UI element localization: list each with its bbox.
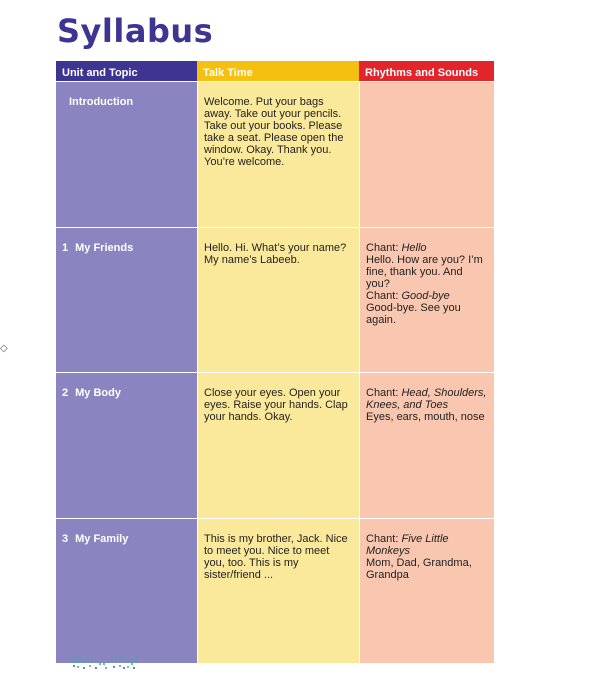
chant-title: Good-bye bbox=[401, 289, 450, 302]
talk-time-cell: Hello. Hi. What’s your name? My name’s Labeeb. bbox=[197, 227, 359, 373]
unit-number: 1 bbox=[62, 241, 69, 254]
header-rhythms-sounds: Rhythms and Sounds bbox=[359, 61, 494, 81]
chant-label: Chant: bbox=[366, 289, 402, 302]
topic-cell bbox=[56, 372, 197, 518]
chant-lyrics: Good-bye. See you again. bbox=[366, 301, 461, 326]
talk-time-cell: Close your eyes. Open your eyes. Raise your hands. Clap your hands. Okay. bbox=[197, 372, 359, 518]
unit-number: 2 bbox=[62, 387, 69, 399]
topic-cell bbox=[56, 81, 197, 227]
chant-label: Chant: bbox=[366, 387, 402, 399]
chant-lyrics: Mom, Dad, Grandma, Grandpa bbox=[366, 556, 472, 581]
header-unit-topic: Unit and Topic bbox=[56, 61, 197, 81]
publisher-logo-icon bbox=[70, 654, 142, 674]
chant-label: Chant: bbox=[366, 532, 402, 545]
syllabus-table bbox=[56, 61, 494, 663]
unit-topic: My Friends bbox=[75, 241, 134, 254]
rhythms-cell bbox=[359, 227, 494, 373]
talk-time-cell: This is my brother, Jack. Nice to meet you. Nice to meet you, too. This is my sister/friend ... bbox=[197, 518, 359, 664]
chant-lyrics: Eyes, ears, mouth, nose bbox=[366, 411, 485, 423]
chant-label: Chant: bbox=[366, 241, 402, 254]
rhythms-cell bbox=[359, 518, 494, 664]
talk-time-cell: Welcome. Put your bags away. Take out your pencils. Take out your books. Please take a seat. Please open the window. Okay. Thank you. You’re welcome. bbox=[197, 81, 359, 227]
unit-topic: My Body bbox=[75, 387, 121, 399]
chant-title: Head, Shoulders, Knees, and Toes bbox=[366, 387, 487, 411]
chant-title: Hello bbox=[401, 241, 427, 254]
topic-cell bbox=[56, 227, 197, 373]
chant-title: Five Little Monkeys bbox=[366, 532, 449, 557]
unit-topic: Introduction bbox=[69, 96, 134, 108]
rhythms-cell bbox=[359, 81, 494, 227]
unit-topic: My Family bbox=[75, 532, 129, 545]
rhythms-cell bbox=[359, 372, 494, 518]
margin-mark: ◇ bbox=[0, 343, 8, 354]
unit-number: 3 bbox=[62, 532, 69, 545]
page-title: Syllabus bbox=[57, 12, 214, 50]
topic-cell bbox=[56, 518, 197, 664]
chant-lyrics: Hello. How are you? I’m fine, thank you. And you? bbox=[366, 253, 483, 290]
header-talk-time: Talk Time bbox=[197, 61, 359, 81]
